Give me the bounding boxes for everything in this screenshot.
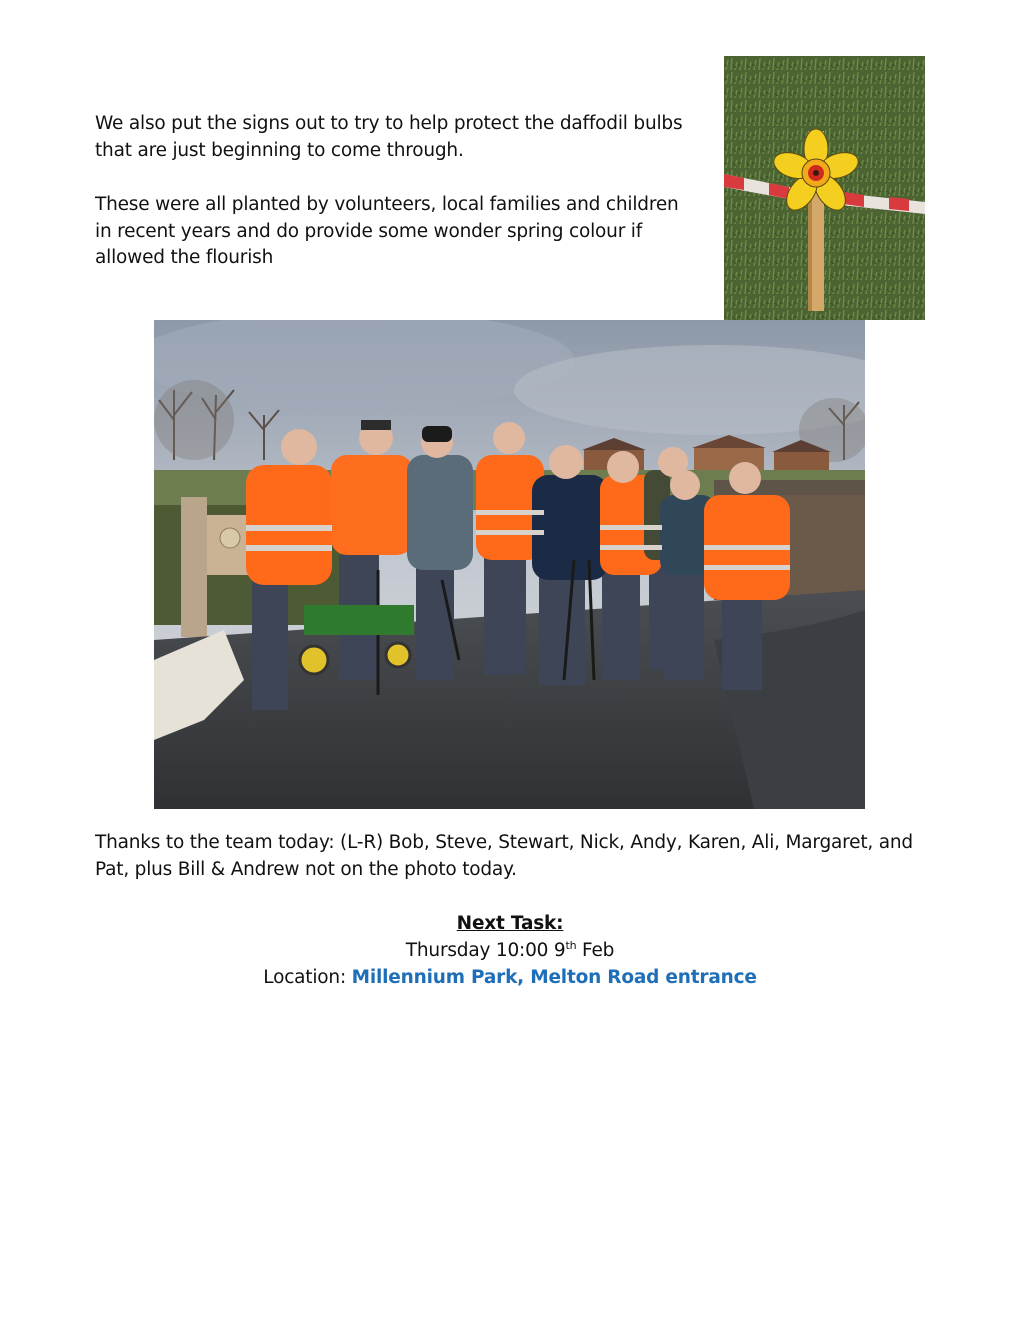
location-link[interactable]: Millennium Park, Melton Road entrance [351, 967, 757, 988]
location-label: Location: [263, 967, 352, 988]
next-task-heading: Next Task: [456, 913, 564, 934]
next-task-location [0, 964, 1020, 991]
next-task-date-prefix: Thursday 10:00 9 [405, 940, 566, 961]
intro-paragraph-signs: We also put the signs out to try to help protect the daffodil bulbs that are just beginning to come through. [95, 113, 683, 161]
intro-paragraph-planting: These were all planted by volunteers, local families and children in recent years and do provide some wonder spring colour if allowed the flourish [95, 194, 679, 268]
volunteer-group-photo [154, 320, 865, 809]
daffodil-sign-photo [724, 56, 925, 320]
next-task-date-ordinal: th [565, 939, 577, 952]
next-task-date [0, 937, 1020, 964]
next-task-date-month: Feb [576, 940, 615, 961]
thanks-paragraph: Thanks to the team today: (L-R) Bob, Steve, Stewart, Nick, Andy, Karen, Ali, Margaret, and Pat, plus Bill & Andrew not on the photo today. [95, 832, 913, 880]
